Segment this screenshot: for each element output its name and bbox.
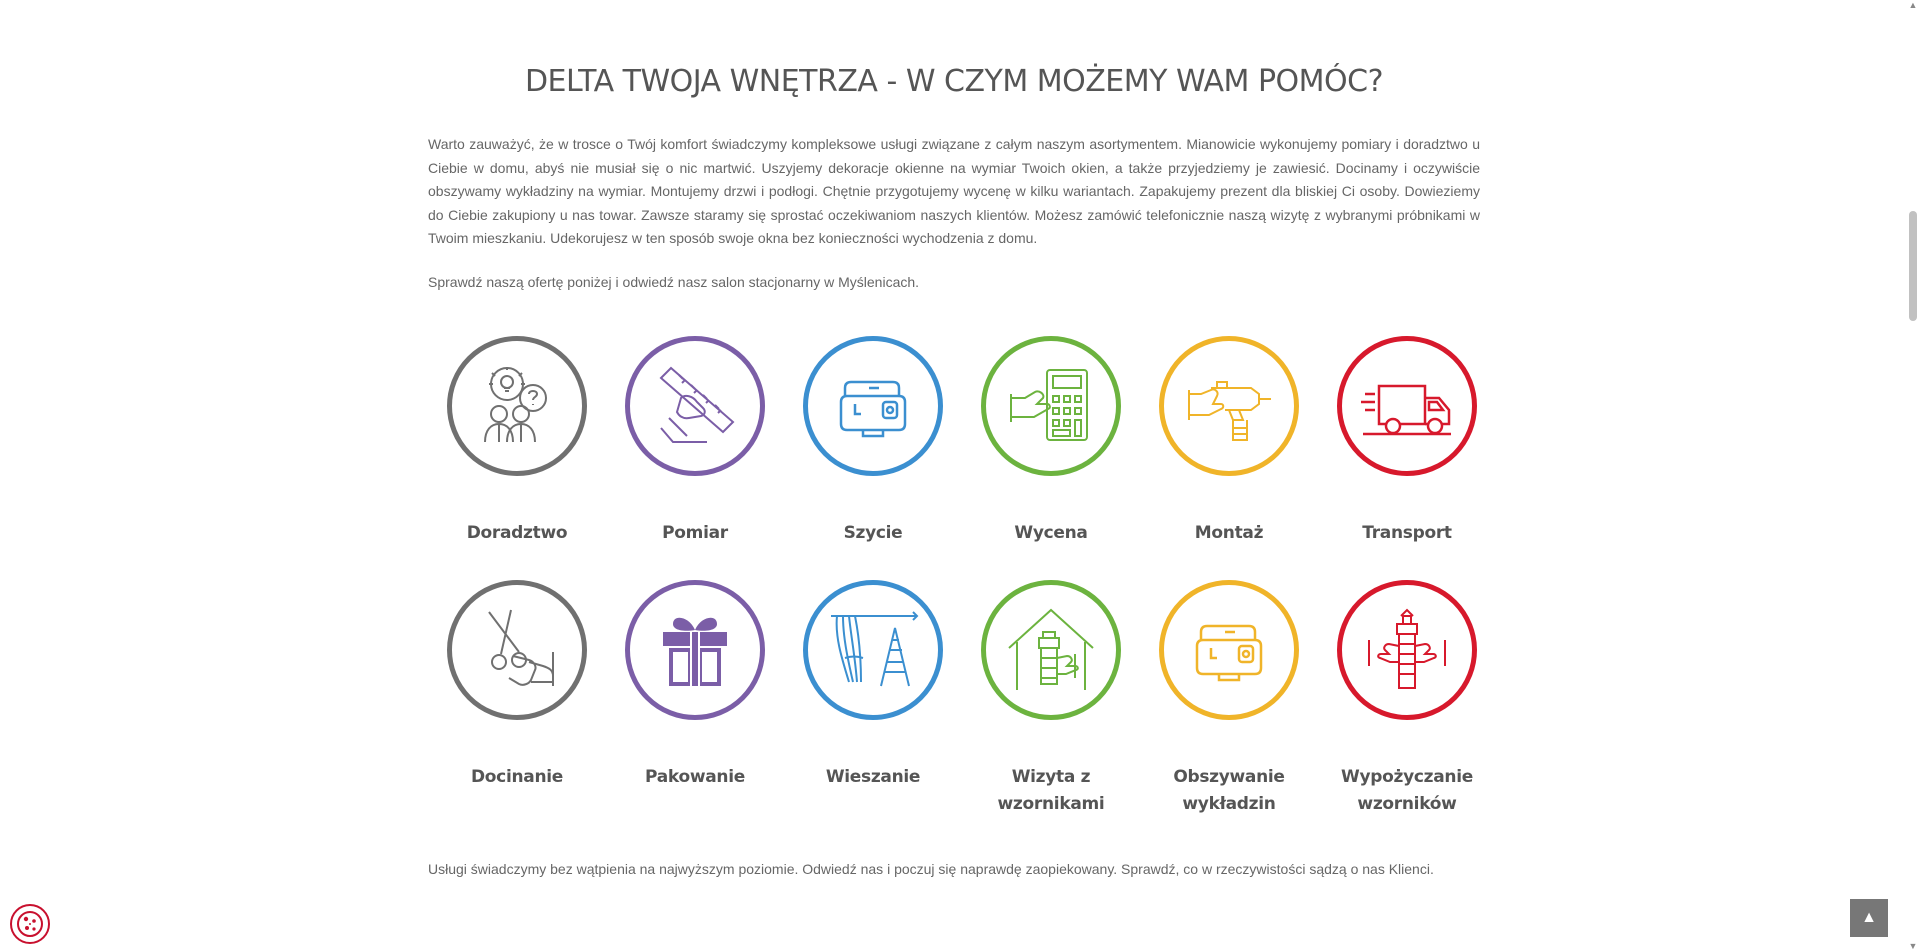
consulting-icon — [469, 358, 565, 454]
section-title: DELTA TWOJA WNĘTRZA - W CZYM MOŻEMY WAM POMÓC? — [524, 64, 1384, 99]
cookie-icon — [15, 909, 45, 939]
offer-paragraph: Sprawdź naszą ofertę poniżej i odwiedź nasz salon stacjonarny w Myślenicach. — [428, 274, 920, 290]
drill-icon — [1181, 358, 1277, 454]
page-scrollbar[interactable] — [1906, 0, 1920, 951]
service-doradztwo[interactable] — [428, 336, 606, 547]
service-circle[interactable] — [1159, 580, 1299, 720]
measuring-icon — [647, 358, 743, 454]
service-circle[interactable] — [447, 580, 587, 720]
calculator-icon — [1003, 358, 1099, 454]
service-obszywanie-wykladzin[interactable] — [1140, 580, 1318, 818]
gift-icon — [647, 602, 743, 698]
service-pomiar[interactable] — [606, 336, 784, 547]
service-label: Wieszanie — [825, 767, 921, 787]
cookie-settings-button[interactable] — [10, 904, 50, 944]
service-circle[interactable] — [1159, 336, 1299, 476]
house-samples-icon — [1003, 602, 1099, 698]
scroll-up-arrow-icon[interactable]: ▲ — [1908, 0, 1918, 10]
scissors-icon — [469, 602, 565, 698]
scrollbar-thumb[interactable] — [1909, 211, 1917, 321]
truck-icon — [1359, 358, 1455, 454]
service-label: Szycie — [843, 523, 903, 543]
service-label: Montaż — [1194, 523, 1264, 543]
service-wycena[interactable] — [962, 336, 1140, 547]
service-wizyta-z-wzornikami[interactable] — [962, 580, 1140, 818]
service-circle[interactable] — [625, 580, 765, 720]
sewing-machine-icon — [825, 358, 921, 454]
service-label: Pakowanie — [645, 767, 745, 787]
service-circle[interactable] — [803, 580, 943, 720]
service-transport[interactable] — [1318, 336, 1496, 547]
service-label: Obszywanie wykładzin — [1173, 767, 1285, 814]
service-label: Wypożyczanie wzorników — [1341, 767, 1473, 814]
curtain-ladder-icon — [825, 602, 921, 698]
service-circle[interactable] — [447, 336, 587, 476]
service-docinanie[interactable] — [428, 580, 606, 791]
back-to-top-button[interactable] — [1850, 899, 1888, 937]
service-label: Docinanie — [470, 767, 564, 787]
service-szycie[interactable] — [784, 336, 962, 547]
service-montaz[interactable] — [1140, 336, 1318, 547]
service-label: Doradztwo — [466, 523, 568, 543]
service-label: Wycena — [1014, 523, 1088, 543]
service-circle[interactable] — [1337, 336, 1477, 476]
service-wieszanie[interactable] — [784, 580, 962, 791]
service-circle[interactable] — [1337, 580, 1477, 720]
service-pakowanie[interactable] — [606, 580, 784, 791]
chevron-up-icon: ▲ — [1861, 909, 1877, 926]
intro-paragraph: Warto zauważyć, że w trosce o Twój komfort świadczymy kompleksowe usługi związane z całym naszym asortymentem. Mianowicie wykonujemy pomiary i doradztwo u Ciebie w domu, abyś nie musiał się o nic martwić. Uszyjemy dekoracje okienne na wymiar Twoich okien, a także przyjedziemy je zawiesić. Docinamy i oczywiście obszywamy wykładziny na wymiar. Montujemy drzwi i podłogi. Chętnie przygotujemy wycenę w kilku wariantach. Zapakujemy prezent dla bliskiej Ci osoby. Dowieziemy do Ciebie zakupiony u nas towar. Zawsze staramy się sprostać oczekiwaniom naszych klientów. Możesz zamówić telefonicznie naszą wizytę z wybranymi próbnikami w Twoim mieszkaniu. Udekorujesz w ten sposób swoje okna bez konieczności wychodzenia z domu. — [428, 136, 1480, 247]
samples-icon — [1359, 602, 1455, 698]
service-wypozyczanie-wzornikow[interactable] — [1318, 580, 1496, 818]
scroll-down-arrow-icon[interactable]: ▼ — [1908, 941, 1918, 951]
closing-paragraph: Usługi świadczymy bez wątpienia na najwyższym poziomie. Odwiedź nas i poczuj się naprawdę zaopiekowany. Sprawdź, co w rzeczywistości sądzą o nas Klienci. — [428, 861, 1434, 877]
service-label: Transport — [1362, 523, 1452, 543]
service-circle[interactable] — [981, 580, 1121, 720]
service-circle[interactable] — [981, 336, 1121, 476]
service-label: Pomiar — [662, 523, 728, 543]
service-circle[interactable] — [803, 336, 943, 476]
service-circle[interactable] — [625, 336, 765, 476]
service-label: Wizyta z wzornikami — [997, 767, 1105, 814]
sewing-machine-icon — [1181, 602, 1277, 698]
